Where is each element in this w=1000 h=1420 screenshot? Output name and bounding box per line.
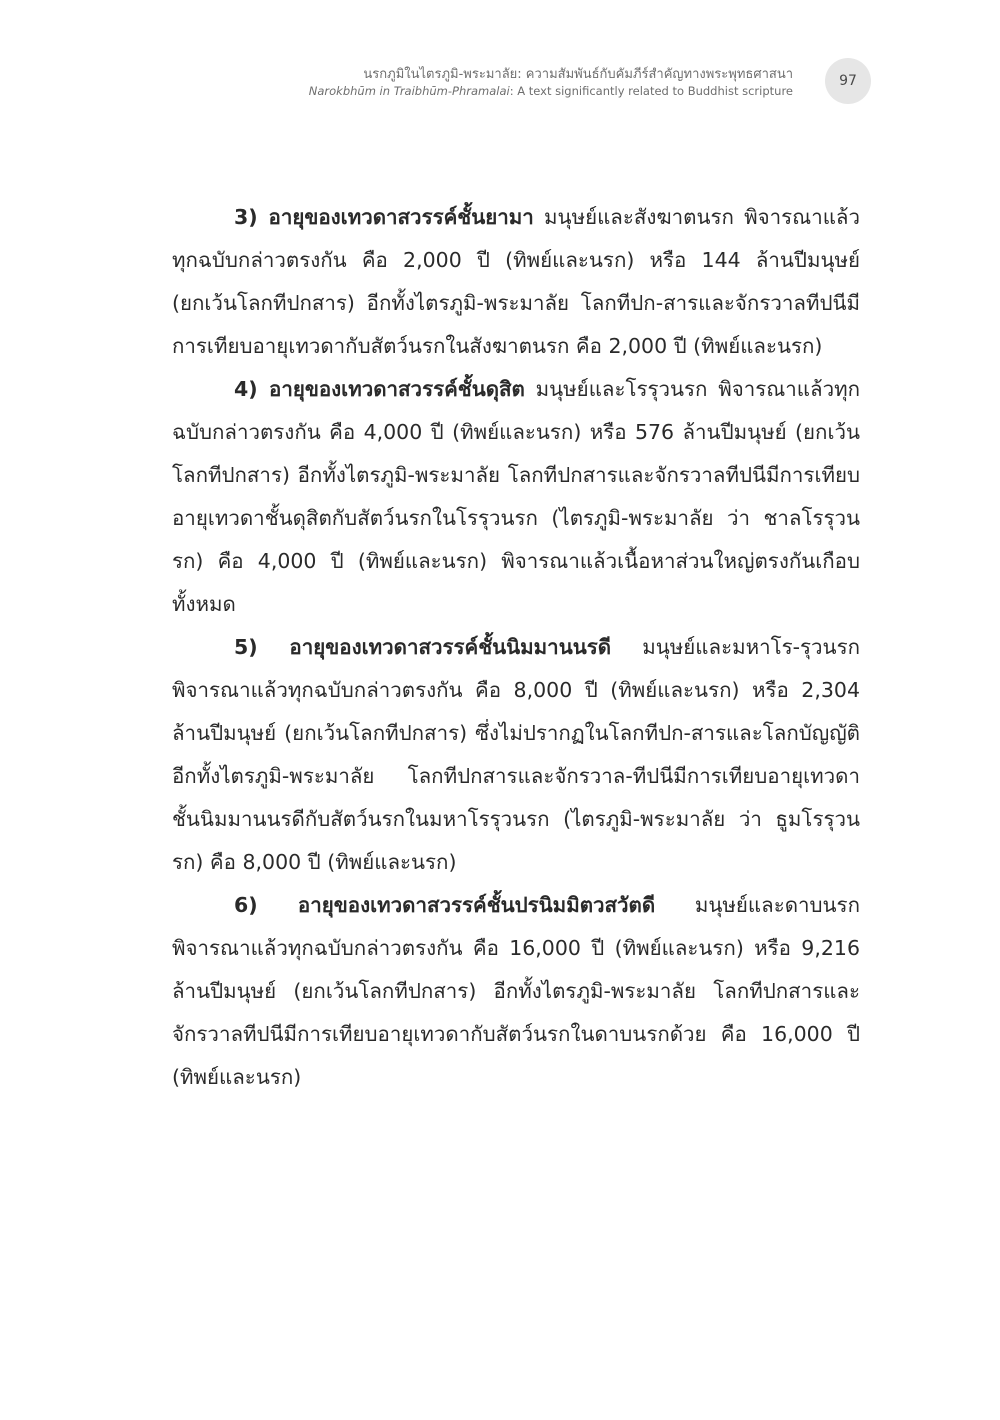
paragraph-text: มนุษย์และสังฆาตนรก พิจารณาแล้วทุกฉบับกล่าวตรงกัน คือ 2,000 ปี (ทิพย์และนรก) หรือ 144 ล้านปีมนุษย์ (ยกเว้นโลกทีปกสาร) อีกทั้งไตรภูมิ-พระมาลัย โลกทีปก-สารและจักรวาลทีปนีมีการเทียบอายุเทวดากับสัตว์นรกในสังฆาตนรก คือ 2,000 ปี (ทิพย์และนรก) [172,205,861,358]
paragraph-title: 3) อายุของเทวดาสวรรค์ชั้นยามา [234,205,534,229]
running-header-english-italic: Narokbhūm in Traibhūm-Phramalai [308,84,510,98]
body-text [172,196,860,1099]
paragraph-text: มนุษย์และมหาโร-รุวนรก พิจารณาแล้วทุกฉบับกล่าวตรงกัน คือ 8,000 ปี (ทิพย์และนรก) หรือ 2,304 ล้านปีมนุษย์ (ยกเว้นโลกทีปกสาร) ซึ่งไม่ปรากฏในโลกทีปก-สารและโลกบัญญัติ อีกทั้งไตรภูมิ-พระมาลัย โลกทีปกสารและจักรวาล-ทีปนีมีการเทียบอายุเทวดาชั้นนิมมานนรดีกับสัตว์นรกในมหาโรรุวนรก (ไตรภูมิ-พระมาลัย ว่า ธูมโรรุวนรก) คือ 8,000 ปี (ทิพย์และนรก) [172,635,860,874]
paragraph-text: มนุษย์และดาบนรก พิจารณาแล้วทุกฉบับกล่าวตรงกัน คือ 16,000 ปี (ทิพย์และนรก) หรือ 9,216 ล้านปีมนุษย์ (ยกเว้นโลกทีปกสาร) อีกทั้งไตรภูมิ-พระมาลัย โลกทีปกสารและจักรวาลทีปนีมีการเทียบอายุเทวดากับสัตว์นรกในดาบนรกด้วย คือ 16,000 ปี (ทิพย์และนรก) [172,893,860,1089]
paragraph-tusita [172,368,860,626]
paragraph-text: มนุษย์และโรรุวนรก พิจารณาแล้วทุกฉบับกล่าวตรงกัน คือ 4,000 ปี (ทิพย์และนรก) หรือ 576 ล้านปีมนุษย์ (ยกเว้นโลกทีปกสาร) อีกทั้งไตรภูมิ-พระมาลัย โลกทีปกสารและจักรวาลทีปนีมีการเทียบอายุเทวดาชั้นดุสิตกับสัตว์นรกในโรรุวนรก (ไตรภูมิ-พระมาลัย ว่า ชาลโรรุวนรก) คือ 4,000 ปี (ทิพย์และนรก) พิจารณาแล้วเนื้อหาส่วนใหญ่ตรงกันเกือบทั้งหมด [172,377,861,616]
paragraph-yama [172,196,860,368]
paragraph-title: 6) อายุของเทวดาสวรรค์ชั้นปรนิมมิตวสวัตดี [234,893,656,917]
paragraph-paranimmitavasavatti [172,884,860,1099]
paragraph-title: 4) อายุของเทวดาสวรรค์ชั้นดุสิต [234,377,525,401]
running-header-english-rest: : A text significantly related to Buddhist scripture [509,84,793,98]
running-header [153,66,793,99]
paragraph-nimmanarati [172,626,860,884]
running-header-thai: นรกภูมิในไตรภูมิ-พระมาลัย: ความสัมพันธ์กับคัมภีร์สำคัญทางพระพุทธศาสนา [363,67,793,82]
page-number: 97 [825,58,871,104]
running-header-english [153,83,793,99]
paragraph-title: 5) อายุของเทวดาสวรรค์ชั้นนิมมานนรดี [234,635,612,659]
